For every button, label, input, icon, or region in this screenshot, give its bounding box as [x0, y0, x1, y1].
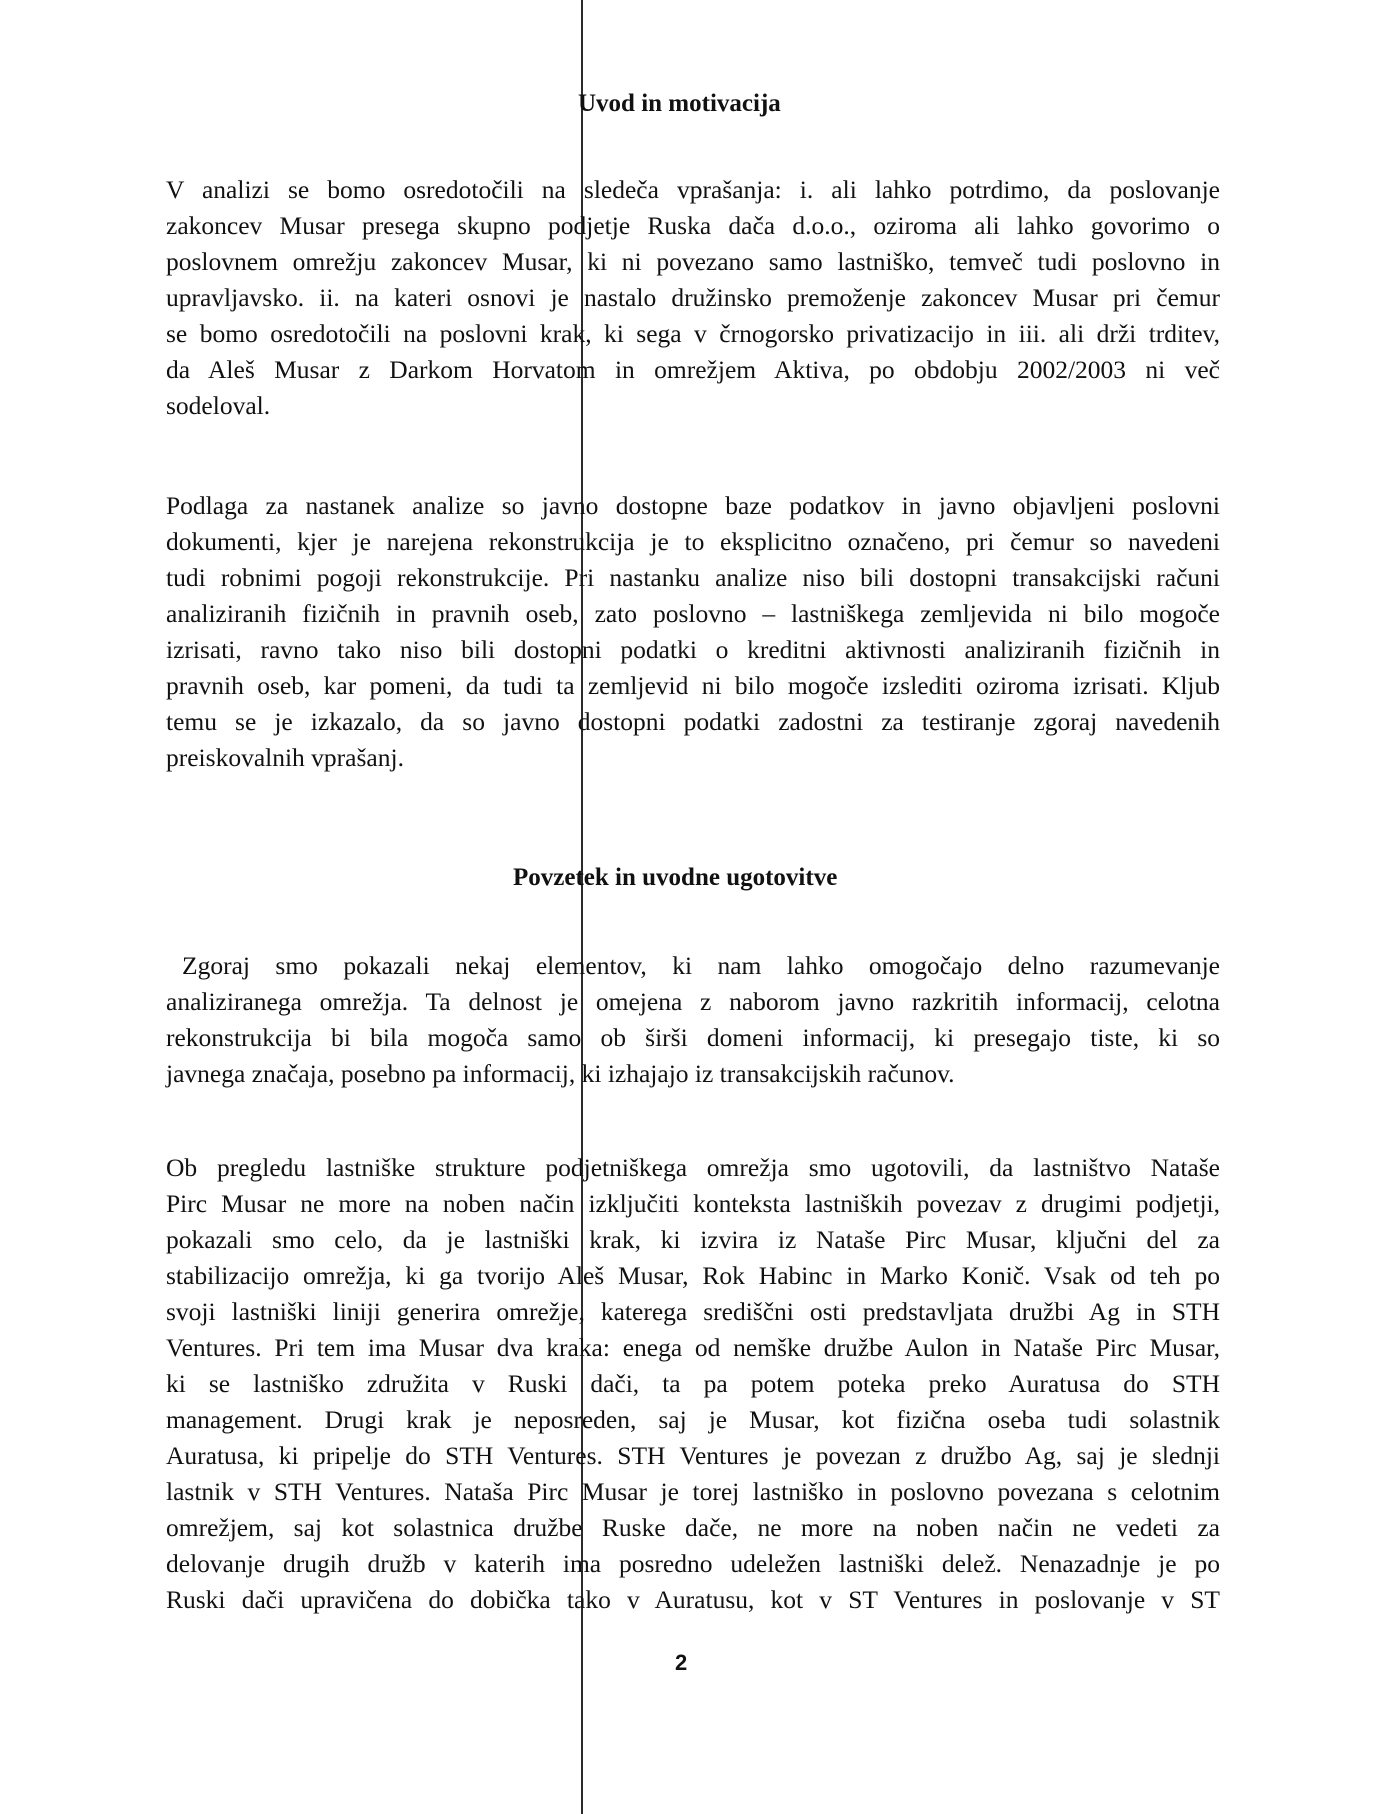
paragraph-data-sources [166, 488, 1220, 776]
text-line: upravljavsko. ii. na kateri osnovi je nastalo družinsko premoženje zakoncev Musar pri čemur [166, 283, 1220, 312]
text-line: tudi robnimi pogoji rekonstrukcije. Pri nastanku analize niso bili dostopni transakcijski računi [166, 563, 1220, 592]
text-line: management. Drugi krak je neposreden, saj je Musar, kot fizična oseba tudi solastnik [166, 1405, 1220, 1434]
text-line: zakoncev Musar presega skupno podjetje Ruska dača d.o.o., oziroma ali lahko govorimo o [166, 211, 1220, 240]
text-line: Ob pregledu lastniške strukture podjetniškega omrežja smo ugotovili, da lastništvo Nataše [166, 1153, 1220, 1182]
text-line: Ruski dači upravičena do dobička tako v Auratusu, kot v ST Ventures in poslovanje v ST [166, 1585, 1220, 1614]
text-line: Zgoraj smo pokazali nekaj elementov, ki nam lahko omogočajo delno razumevanje [182, 951, 1220, 980]
paragraph-summary-intro [166, 948, 1220, 1092]
text-line: Ventures. Pri tem ima Musar dva kraka: enega od nemške družbe Aulon in Nataše Pirc Musar, [166, 1333, 1220, 1362]
text-line: dokumenti, kjer je narejena rekonstrukcija je to eksplicitno označeno, pri čemur so navedeni [166, 527, 1220, 556]
text-line: poslovnem omrežju zakoncev Musar, ki ni povezano samo lastniško, temveč tudi poslovno in [166, 247, 1220, 276]
text-line: izrisati, ravno tako niso bili dostopni podatki o kreditni aktivnosti analiziranih fizičnih in [166, 635, 1220, 664]
text-line: stabilizacijo omrežja, ki ga tvorijo Aleš Musar, Rok Habinc in Marko Konič. Vsak od teh po [166, 1261, 1220, 1290]
text-line: da Aleš Musar z Darkom Horvatom in omrežjem Aktiva, po obdobju 2002/2003 ni več [166, 355, 1220, 384]
text-line: temu se je izkazalo, da so javno dostopni podatki zadostni za testiranje zgoraj navedenih [166, 707, 1220, 736]
text-line: omrežjem, saj kot solastnica družbe Ruske dače, ne more na noben način ne vedeti za [166, 1513, 1220, 1542]
text-line: lastnik v STH Ventures. Nataša Pirc Musar je torej lastniško in poslovno povezana s celotnim [166, 1477, 1220, 1506]
text-line: preiskovalnih vprašanj. [166, 743, 404, 772]
text-line: V analizi se bomo osredotočili na sledeča vprašanja: i. ali lahko potrdimo, da poslovanje [166, 175, 1220, 204]
text-line: ki se lastniško združita v Ruski dači, ta pa potem poteka preko Auratusa do STH [166, 1369, 1220, 1398]
section-heading-povzetek: Povzetek in uvodne ugotovitve [513, 864, 838, 891]
text-line: Podlaga za nastanek analize so javno dostopne baze podatkov in javno objavljeni poslovni [166, 491, 1220, 520]
text-line: javnega značaja, posebno pa informacij, ki izhajajo iz transakcijskih računov. [166, 1059, 955, 1088]
text-line: Auratusa, ki pripelje do STH Ventures. STH Ventures je povezan z družbo Ag, saj je slednji [166, 1441, 1220, 1470]
text-line: rekonstrukcija bi bila mogoča samo ob širši domeni informacij, ki presegajo tiste, ki so [166, 1023, 1220, 1052]
paragraph-ownership-findings [166, 1150, 1220, 1618]
text-line: delovanje drugih družb v katerih ima posredno udeležen lastniški delež. Nenazadnje je po [166, 1549, 1220, 1578]
text-line: se bomo osredotočili na poslovni krak, ki sega v črnogorsko privatizacijo in iii. ali drži trditev, [166, 319, 1220, 348]
text-line: pravnih oseb, kar pomeni, da tudi ta zemljevid ni bilo mogoče izslediti oziroma izrisati. Kljub [166, 671, 1220, 700]
text-line: Pirc Musar ne more na noben način izključiti konteksta lastniških povezav z drugimi podjetji, [166, 1189, 1220, 1218]
paragraph-intro-questions [166, 172, 1220, 424]
text-line: analiziranih fizičnih in pravnih oseb, zato poslovno – lastniškega zemljevida ni bilo mogoče [166, 599, 1220, 628]
page-number: 2 [675, 1650, 688, 1675]
text-line: sodeloval. [166, 391, 271, 420]
text-line: analiziranega omrežja. Ta delnost je omejena z naborom javno razkritih informacij, celotna [166, 987, 1220, 1016]
section-heading-uvod: Uvod in motivacija [578, 90, 781, 117]
text-line: pokazali smo celo, da je lastniški krak, ki izvira iz Nataše Pirc Musar, ključni del za [166, 1225, 1220, 1254]
text-line: svoji lastniški liniji generira omrežje, katerega središčni osti predstavljata družbi Ag in STH [166, 1297, 1220, 1326]
